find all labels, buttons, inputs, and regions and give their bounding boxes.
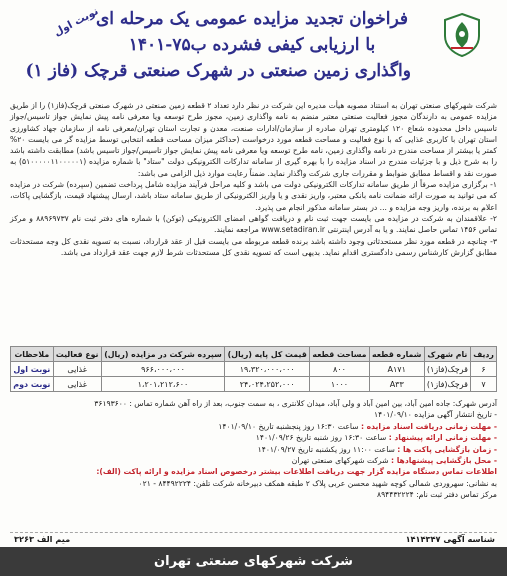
cell-town: قرچک(فاز۱) [424, 362, 470, 377]
cell-town: قرچک(فاز۱) [424, 377, 470, 392]
cell-activity: غذایی [53, 362, 101, 377]
opening-place-value: شرکت شهرکهای صنعتی تهران [291, 456, 389, 466]
cell-plot-number: A۳۳ [369, 377, 424, 392]
docs-deadline [10, 421, 497, 432]
col-header-base-price: قیمت کل پایه (ریال) [225, 347, 310, 362]
cell-row-number: ۶ [471, 362, 497, 377]
ministry-logo [427, 12, 497, 86]
opening-place-label: - محل بازگشایی پیشنهادها : [391, 456, 497, 466]
title-line-1: فراخوان تجدید مزایده عمومی یک مرحله ای [95, 9, 409, 29]
title-line-3: واگذاری زمین صنعتی در شهرک صنعتی قرچک (فاز ۱) [25, 61, 411, 81]
offers-deadline-label: - مهلت زمانی ارائه پیشنهاد : [388, 433, 497, 443]
cell-plot-number: A۱۷۱ [369, 362, 424, 377]
publish-date: - تاریخ انتشار آگهی مزایده ۱۴۰۱/۰۹/۱۰ [374, 410, 497, 420]
cell-area: ۸۰۰ [310, 362, 370, 377]
cell-base-price: ۱۹،۳۲۰،۰۰۰،۰۰۰ [225, 362, 310, 377]
docs-deadline-value: ساعت ۱۶:۳۰ روز پنجشنبه تاریخ ۱۴۰۱/۰۹/۱۰ [218, 421, 359, 431]
footer-divider [10, 532, 497, 533]
docs-deadline-label: - مهلت زمانی دریافت اسناد مزایده : [360, 421, 497, 431]
offers-deadline [10, 432, 497, 443]
opening-time-label: - زمان بازگشایی پاکت ها : [397, 444, 497, 454]
table-header-row [11, 347, 497, 362]
body-paragraph-3: ۳- چنانچه در قطعه مورد نظر مستحدثاتی وجود داشته باشد برنده قطعه مربوطه می بایست قبل از عقد قرارداد، نسبت به تسویه نقدی کل وجه مستحدثات مطابق گزارش کارشناس رسمی دادگستری اقدام نماید. بدیهی است که تسویه نقدی کل مستحدثات شرط لازم جهت عقد قرارداد می باشد. [10, 236, 497, 257]
opening-time [10, 444, 497, 455]
notice-header [0, 0, 507, 98]
opening-time-value: ساعت ۱۱:۰۰ روز یکشنبه تاریخ ۱۴۰۱/۰۹/۲۷ [257, 444, 395, 454]
offers-deadline-value: ساعت ۱۶:۳۰ روز شنبه تاریخ ۱۴۰۱/۰۹/۲۶ [255, 433, 387, 443]
contact-info [10, 466, 497, 477]
col-header-town: نام شهرک [424, 347, 470, 362]
footer-banner [0, 547, 507, 576]
turn-stamp: نوبت اول [52, 5, 101, 39]
organization-name: شرکت شهرکهای صنعتی تهران [154, 554, 353, 569]
col-header-area: مساحت قطعه [310, 347, 370, 362]
cell-activity: غذایی [53, 377, 101, 392]
table-row [11, 377, 497, 392]
mim-alef-code: میم الف ۳۲۶۳ [14, 534, 71, 544]
title-line-2: با ارزیابی کیفی فشرده ب۷۵-۱۴۰۱ [128, 35, 376, 55]
body-paragraph-intro: شرکت شهرکهای صنعتی تهران به استناد مصوبه هیأت مدیره این شرکت در نظر دارد تعداد ۲ قطعه زمین صنعتی در شهرک صنعتی قرچک(فاز۱) را از طریق مزایده عمومی به دارندگان مجوز فعالیت صنعتی معتبر منضم به نامه واگذاری زمین، مجوز طرح توسعه ویا معرفی نامه پیش نمایش جواز تاسیس/جواز تاسیس داخل محدوده شعاع ۱۲۰ کیلومتری تهران صادره از سازمان/ادارات صنعت، معدن و تجارت استان تهران/معرفی نامه از سازمان جهاد کشاورزی استان تهران با کاربری غذایی که با نوع فعالیت و مساحت قطعه مورد درخواست (حداکثر میزان مساحت قطعه انتخابی توسط مزایده گر می بایست ۲۰% کمتر یا بیشتر از مساحت مندرج در نامه واگذاری زمین، نامه طرح توسعه ویا معرفی نامه پیش نمایش جواز تاسیس/جواز تاسیس باشد) مطابقت داشته باشد را به شرح ذیل و با جزئیات مندرج در اسناد مزایده را با بهره گیری از سامانه تدارکات الکترونیکی دولت "ستاد" با شماره مزایده (۵۱۰۰۰۰۰۱۱۰۰۰۰۰۱) به صورت نقد و اقساط مطابق ضوابط و مقررات جاری شرکت واگذار نماید. ضمناً رعایت موارد ذیل الزامی می باشد: [10, 101, 498, 178]
contact-address: به نشانی: سهروردی شمالی کوچه شهید محسن عربی پلاک ۲ طبقه همکف دبیرخانه شرکت تلفن: ۸۴۴۹۲۲۲۴ - ۰۲۱ [138, 478, 497, 488]
auction-info [10, 398, 497, 501]
cell-remarks: نوبت دوم [11, 377, 54, 392]
cell-deposit: ۹۶۶،۰۰۰،۰۰۰ [101, 362, 225, 377]
cell-base-price: ۲۴،۰۲۴،۲۵۲،۰۰۰ [225, 377, 310, 392]
notice-body [10, 100, 497, 258]
contact-phone: مرکز تماس دفتر ثبت نام: ۸۹۴۴۳۲۲۲۴ [377, 490, 497, 500]
town-address: آدرس شهرک: جاده امین آباد، بین امین آباد و ولی آباد، میدان کلانتری ، به سمت جنوب، بعد از راه آهن شماره تماس : ۳۶۱۹۳۶۰۰ [94, 399, 497, 408]
plots-table [10, 346, 497, 392]
ad-id: شناسه آگهی ۱۴۱۴۳۴۷ [405, 534, 495, 544]
table-row [11, 362, 497, 377]
opening-place [10, 455, 497, 466]
cell-row-number: ۷ [471, 377, 497, 392]
body-paragraph-2: ۲- علاقمندان به شرکت در مزایده می بایست جهت ثبت نام و دریافت گواهی امضای الکترونیکی (توکن) با شماره های دفتر ثبت نام ۸۸۹۶۹۷۳۷ و مرکز تماس ۱۴۵۶ تماس حاصل نمایند. و یا به آدرس اینترنتی www.setadiran.ir مراجعه نمایند. [10, 213, 497, 235]
col-header-activity: نوع فعالیت [53, 347, 101, 362]
emblem-icon [441, 12, 483, 58]
col-header-plot-number: شماره قطعه [369, 347, 424, 362]
body-paragraph-1: ۱- برگزاری مزایده صرفاً از طریق سامانه تدارکات الکترونیکی دولت می باشد و کلیه مراحل فرآیند مزایده شامل پرداخت تضمین (سپرده) شرکت در مزایده که می توانید به صورت ارائه ضمانت نامه بانکی معتبر، واریز نقدی و یا واریز الکترونیکی از طریق سامانه ستاد باشد، ارسال پیشنهاد قیمت، بازگشایی پاکات، اعلام به برنده، واریز وجه مزایده و ... در بستر سامانه مذکور انجام می پذیرد. [10, 180, 497, 212]
col-header-remarks: ملاحظات [11, 347, 54, 362]
cell-deposit: ۱،۲۰۱،۲۱۲،۶۰۰ [101, 377, 225, 392]
col-header-deposit: سپرده شرکت در مزایده (ریال) [101, 347, 225, 362]
cell-remarks: نوبت اول [11, 362, 54, 377]
col-header-row-number: ردیف [471, 347, 497, 362]
cell-area: ۱۰۰۰ [310, 377, 370, 392]
contact-label: اطلاعات تماس دستگاه مزایده گزار جهت دریافت اطلاعات بیشتر درخصوص اسناد مزایده و ارائه پاکت (الف): [96, 467, 497, 477]
